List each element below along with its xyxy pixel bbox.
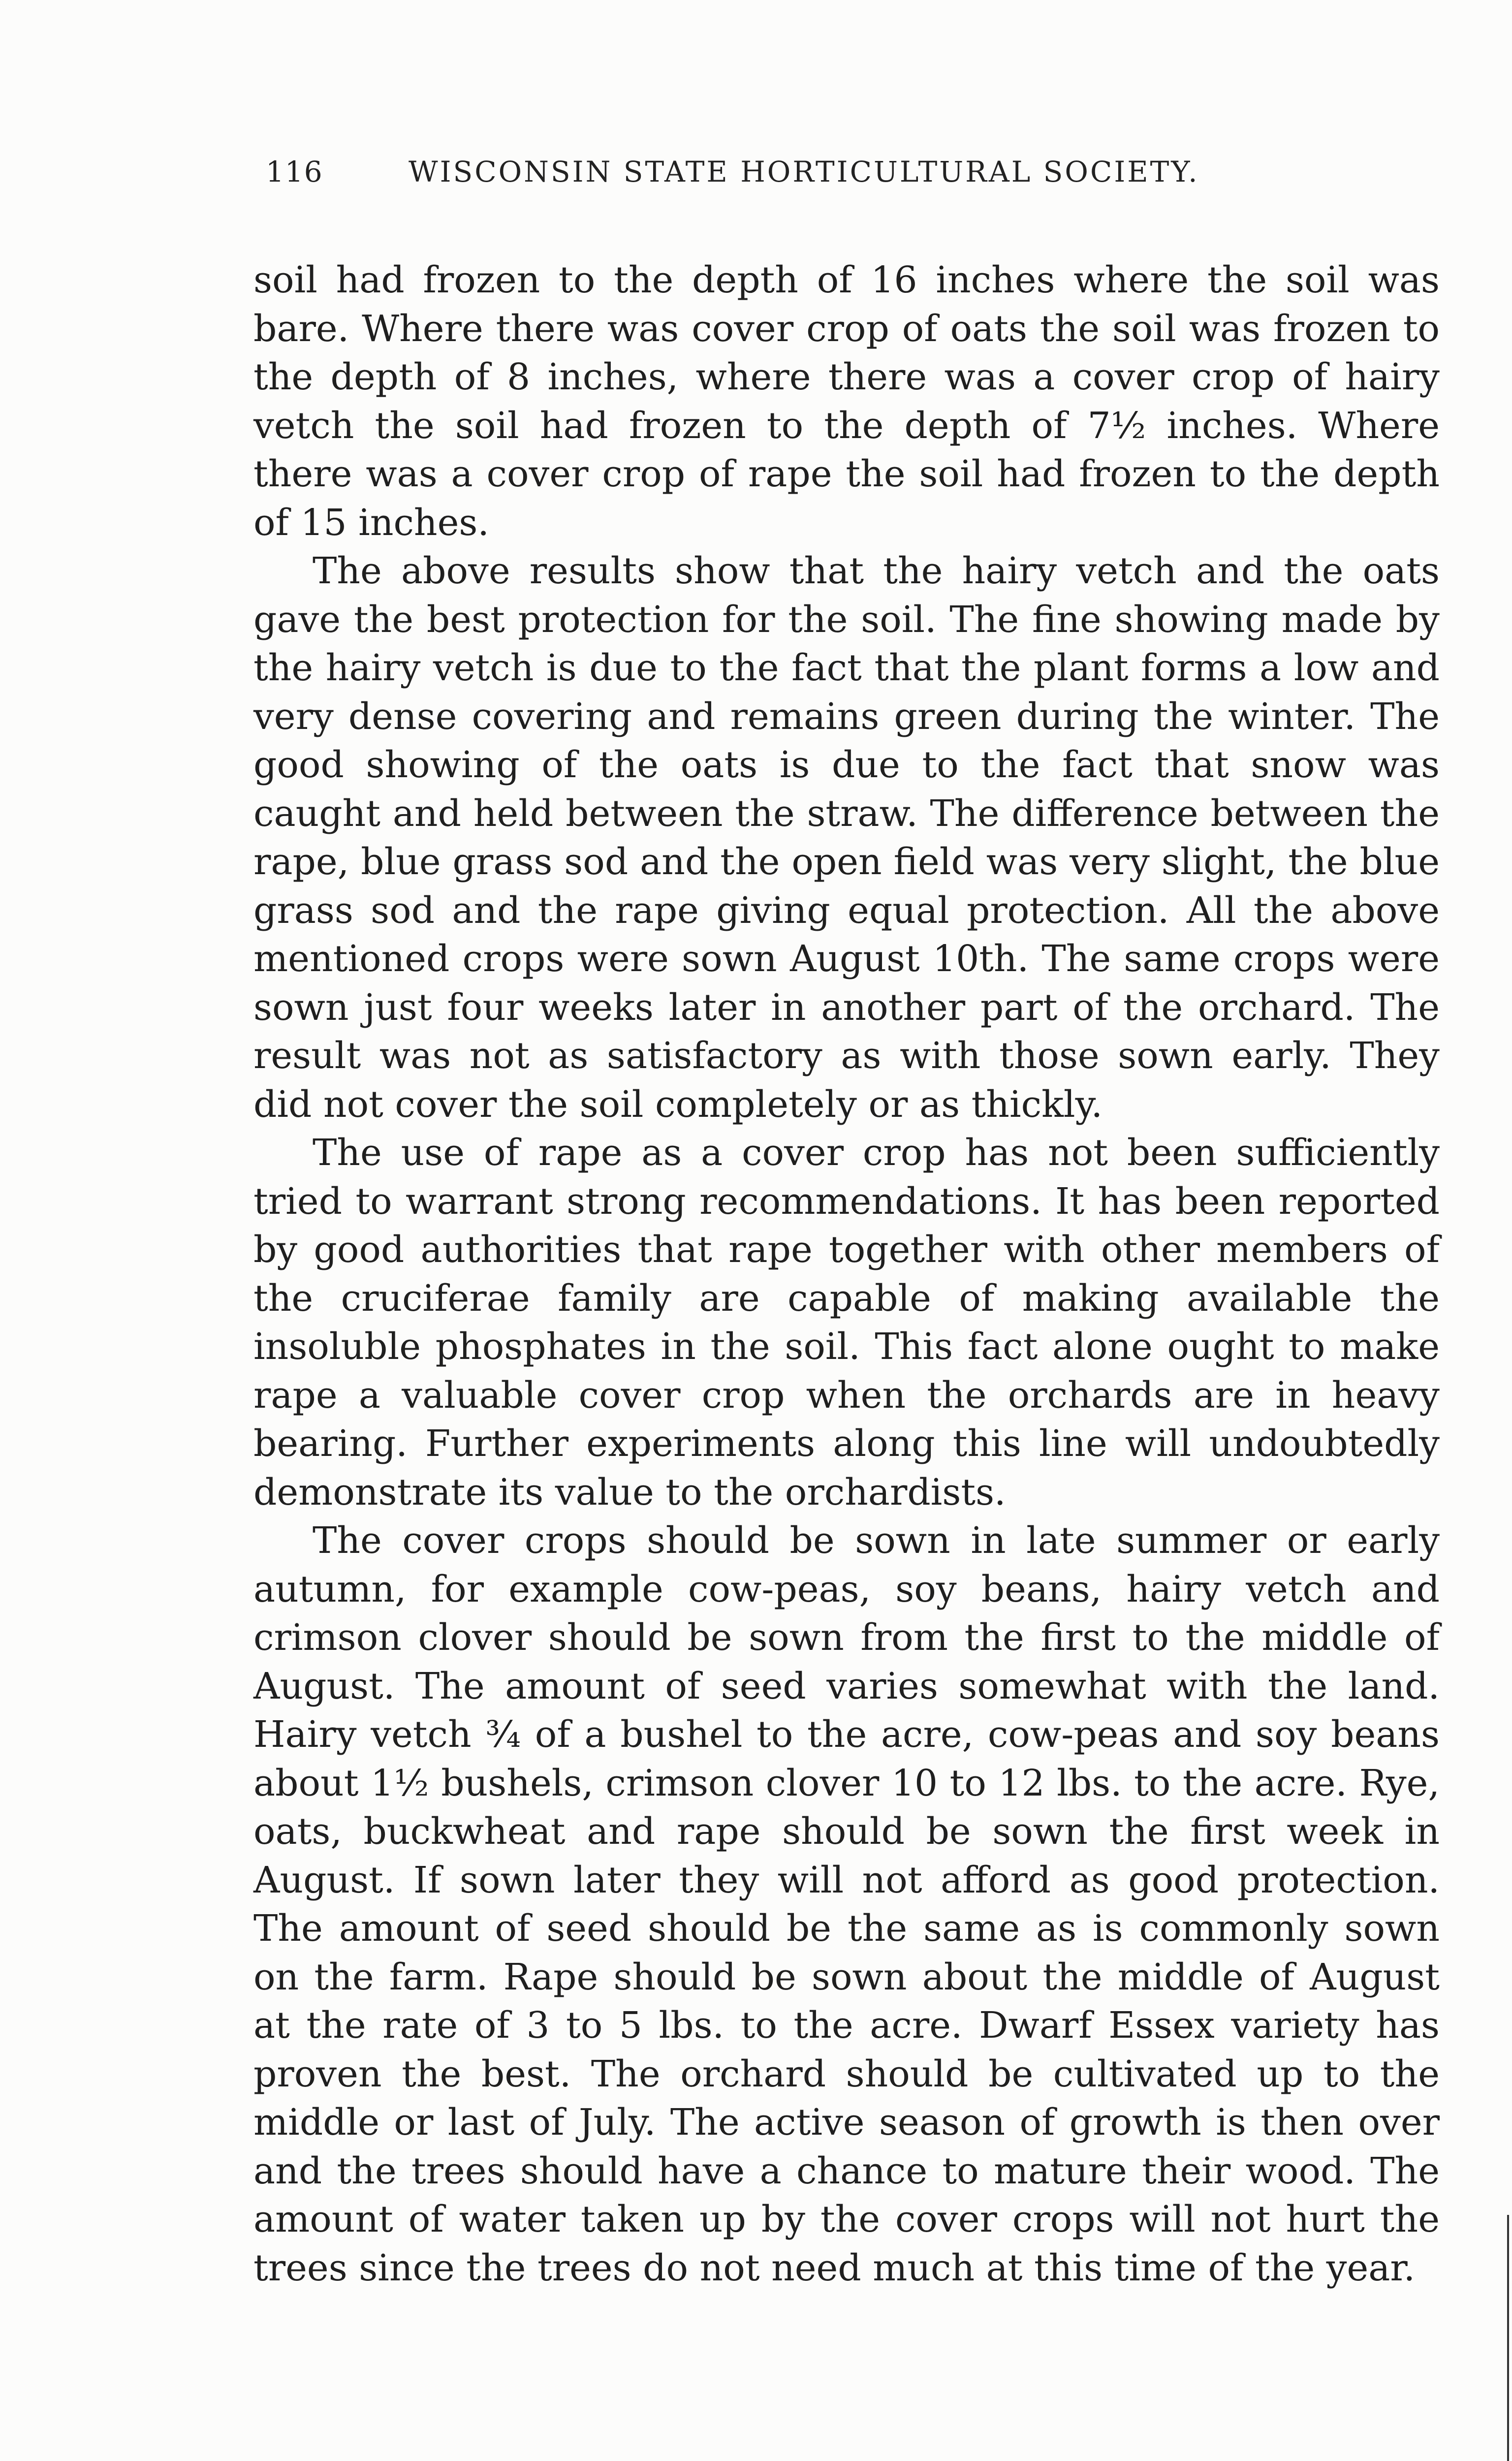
paragraph-continued: soil had frozen to the depth of 16 inches where the soil was bare. Where there was cover crop of oats the soil was frozen to the depth of 8 inches, where there was a cover crop of hairy vetch the soil had frozen to the depth of 7½ inches. Where there was a cover crop of rape the soil had frozen to the depth of 15 inches. — [253, 259, 1440, 544]
paragraph-sowing-schedule: The cover crops should be sown in late summer or early autumn, for example cow-peas, soy beans, hairy vetch and crimson clover should be sown from the first to the middle of August. The amount of seed varies somewhat with the land. Hairy vetch ¾ of a bushel to the acre, cow-peas and soy beans about 1½ bushels, crimson clover 10 to 12 lbs. to the acre. Rye, oats, buckwheat and rape should be sown the first week in August. If sown later they will not afford as good protection. The amount of seed should be the same as is commonly sown on the farm. Rape should be sown about the middle of August at the rate of 3 to 5 lbs. to the acre. Dwarf Essex variety has proven the best. The orchard should be cultivated up to the middle or last of July. The active season of growth is then over and the trees should have a chance to mature their wood. The amount of water taken up by the cover crops will not hurt the trees since the trees do not need much at this time of the year. — [253, 1519, 1440, 2289]
paragraph-cover-protection: The above results show that the hairy vetch and the oats gave the best protection for the soil. The fine showing made by the hairy vetch is due to the fact that the plant forms a low and very dense covering and remains green during the winter. The good showing of the oats is due to the fact that snow was caught and held between the straw. The difference between the rape, blue grass sod and the open field was very slight, the blue grass sod and the rape giving equal protection. All the above mentioned crops were sown August 10th. The same crops were sown just four weeks later in another part of the orchard. The result was not as satisfactory as with those sown early. They did not cover the soil completely or as thickly. — [253, 550, 1440, 1126]
running-head — [266, 155, 1329, 189]
paragraph-rape-cover-crop: The use of rape as a cover crop has not been sufficiently tried to warrant strong recommendations. It has been reported by good authorities that rape together with other members of the cruciferae family are capable of making available the insoluble phosphates in the soil. This fact alone ought to make rape a valuable cover crop when the orchards are in heavy bearing. Further experiments along this line will undoubtedly demonstrate its value to the orchardists. — [253, 1132, 1440, 1514]
running-title: WISCONSIN STATE HORTICULTURAL SOCIETY. — [409, 155, 1199, 189]
page-edge-mark — [1507, 2215, 1509, 2461]
body-text — [253, 256, 1440, 2292]
page-number: 116 — [266, 155, 323, 189]
